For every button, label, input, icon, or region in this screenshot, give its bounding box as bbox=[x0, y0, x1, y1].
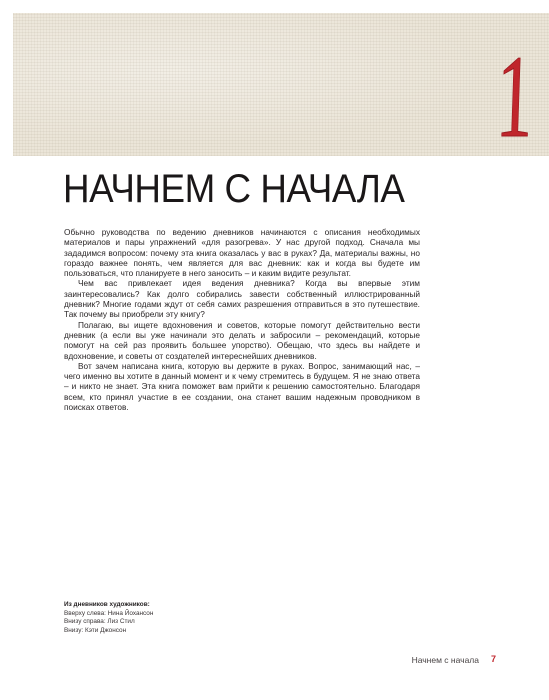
image-credits bbox=[64, 601, 264, 635]
paragraph: Полагаю, вы ищете вдохновения и советов, которые помогут действительно вести дневник (а если вы уже начинали это делать и забросили – рекомендаций, которые помогут на сей раз проявить большее упорство). Обещаю, что здесь вы найдете и вдохновение, и советы от создателей интереснейших дневников. bbox=[64, 319, 420, 361]
chapter-banner bbox=[13, 13, 549, 162]
chapter-number: 1 bbox=[494, 31, 536, 162]
running-title: Начнем с начала bbox=[411, 655, 479, 665]
credits-heading: Из дневников художников: bbox=[64, 601, 150, 608]
body-text bbox=[64, 227, 420, 412]
credit-line: Вверху слева: Нина Йохансон bbox=[64, 609, 154, 617]
page-number: 7 bbox=[490, 654, 496, 664]
credit-line: Внизу справа: Лиз Стил bbox=[64, 618, 135, 626]
credit-line: Внизу: Кэти Джонсон bbox=[64, 626, 127, 634]
chapter-title: НАЧНЕМ С НАЧАЛА bbox=[63, 167, 405, 211]
paragraph: Вот зачем написана книга, которую вы держите в руках. Вопрос, занимающий нас, – чего именно вы хотите в данный момент и к чему стремитесь в будущем. Я не знаю ответа – и никто не знает. Эта книга поможет вам прийти к решению самостоятельно. Благодаря всем, кто принял участие в ее создании, она станет вашим надежным проводником в поисках ответов. bbox=[64, 360, 420, 413]
paragraph: Обычно руководства по ведению дневников начинаются с описания необходимых материалов и пары упражнений «для разогрева». У нас другой подход. Сначала мы зададимся вопросом: почему эта книга оказалась у вас в руках? Да, материалы важны, но гораздо важнее понять, чем является для вас дневник: как и когда вы будете им пользоваться, что планируете в него заносить – и каким видите результат. bbox=[64, 227, 420, 279]
paragraph: Чем вас привлекает идея ведения дневника? Когда вы впервые этим заинтересовались? Как долго собирались завести собственный иллюстрированный дневник? Многие годами ждут от себя самих разрешения отправиться в это путешествие. Так почему вы приобрели эту книгу? bbox=[64, 278, 420, 320]
